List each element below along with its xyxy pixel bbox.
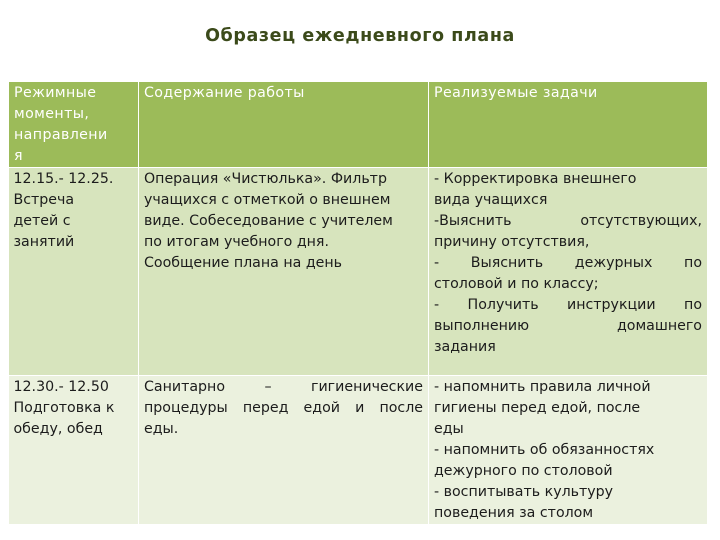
header-tasks: Реализуемые задачи	[429, 82, 708, 168]
table-row	[9, 376, 708, 525]
content-cell: Операция «Чистюлька». Фильтр учащихся с отметкой о внешнем виде. Собеседование с учителем по итогам учебного дня. Сообщение плана на день	[139, 168, 429, 376]
header-work-content: Содержание работы	[139, 82, 429, 168]
page-title: Образец ежедневного плана	[205, 26, 515, 46]
content-cell: Санитарно – гигиенические процедуры перед едой и после еды.	[139, 376, 429, 525]
tasks-cell: - напомнить правила личной гигиены перед едой, после еды - напомнить об обязанностях дежурного по столовой - воспитывать культуру поведения за столом	[429, 376, 708, 525]
daily-plan-table	[8, 81, 708, 525]
tasks-cell: - Корректировка внешнего вида учащихся -Выяснить отсутствующих, причину отсутствия, - Выяснить дежурных по столовой и по классу; - Получить инструкции по выполнению домашнего задания	[429, 168, 708, 376]
time-cell: 12.15.- 12.25. Встреча детей с занятий	[9, 168, 139, 376]
table-row	[9, 168, 708, 376]
time-cell: 12.30.- 12.50 Подготовка к обеду, обед	[9, 376, 139, 525]
table-header-row	[9, 82, 708, 168]
header-regime-moments: Режимные моменты, направлени я	[9, 82, 139, 168]
